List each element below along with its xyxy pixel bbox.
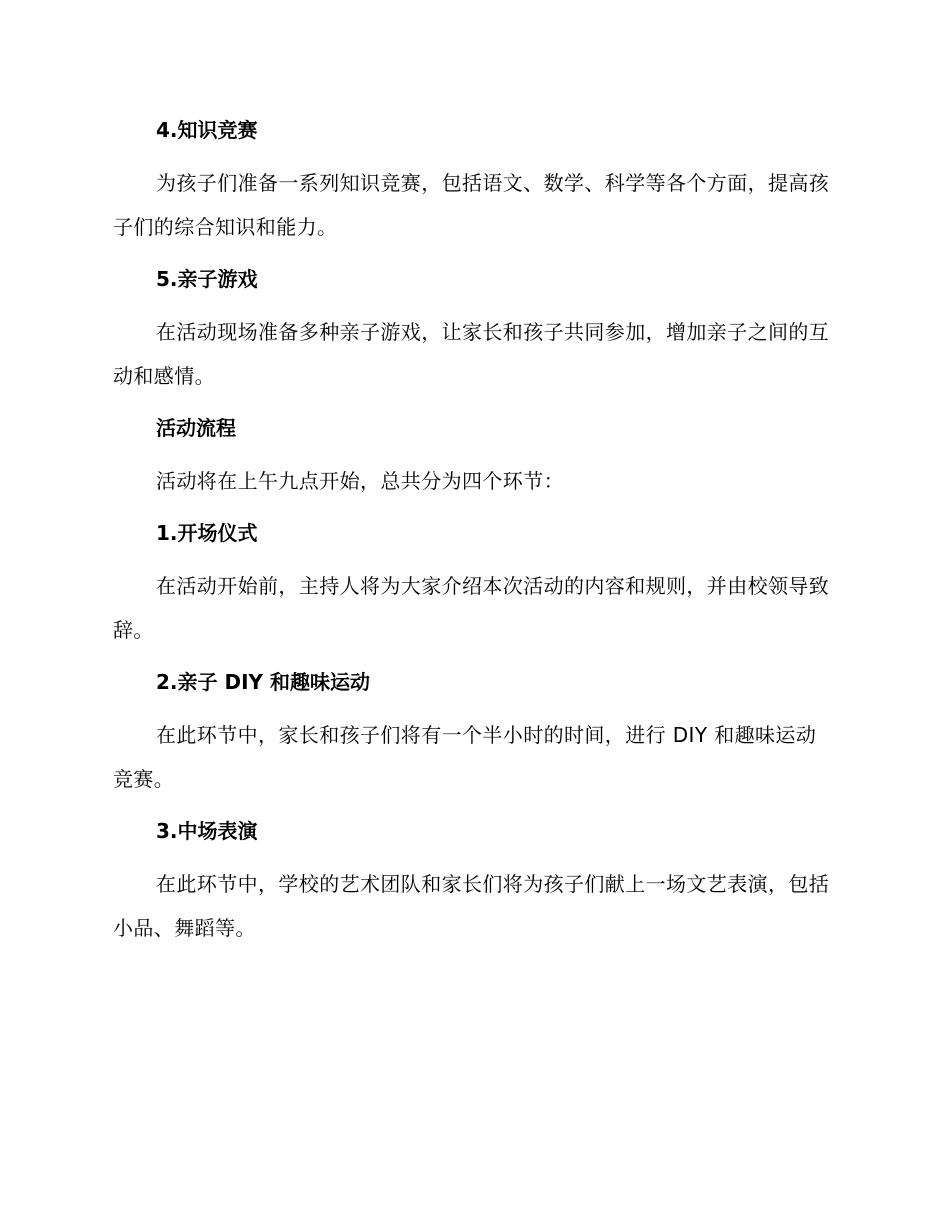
paragraph-intermission-performance: 在此环节中，学校的艺术团队和家长们将为孩子们献上一场文艺表演，包括小品、舞蹈等。 bbox=[113, 872, 830, 940]
document-body bbox=[113, 112, 835, 950]
paragraph-activity-flow: 活动将在上午九点开始，总共分为四个环节： bbox=[156, 469, 564, 493]
section-heading-diy-sports: 2.亲子 DIY 和趣味运动 bbox=[156, 670, 370, 694]
paragraph-parent-child-games: 在活动现场准备多种亲子游戏，让家长和孩子共同参加，增加亲子之间的互动和感情。 bbox=[113, 320, 830, 388]
section-heading-parent-child-games: 5.亲子游戏 bbox=[156, 267, 258, 291]
section-heading-intermission-performance: 3.中场表演 bbox=[156, 819, 258, 843]
paragraph-diy-sports: 在此环节中，家长和孩子们将有一个半小时的时间，进行 DIY 和趣味运动竞赛。 bbox=[113, 723, 817, 791]
paragraph-opening-ceremony: 在活动开始前，主持人将为大家介绍本次活动的内容和规则，并由校领导致辞。 bbox=[113, 574, 830, 642]
section-heading-knowledge-contest: 4.知识竞赛 bbox=[156, 118, 258, 142]
section-heading-activity-flow: 活动流程 bbox=[156, 416, 236, 440]
section-heading-opening-ceremony: 1.开场仪式 bbox=[156, 521, 258, 545]
paragraph-knowledge-contest: 为孩子们准备一系列知识竞赛，包括语文、数学、科学等各个方面，提高孩子们的综合知识和能力。 bbox=[113, 171, 830, 239]
